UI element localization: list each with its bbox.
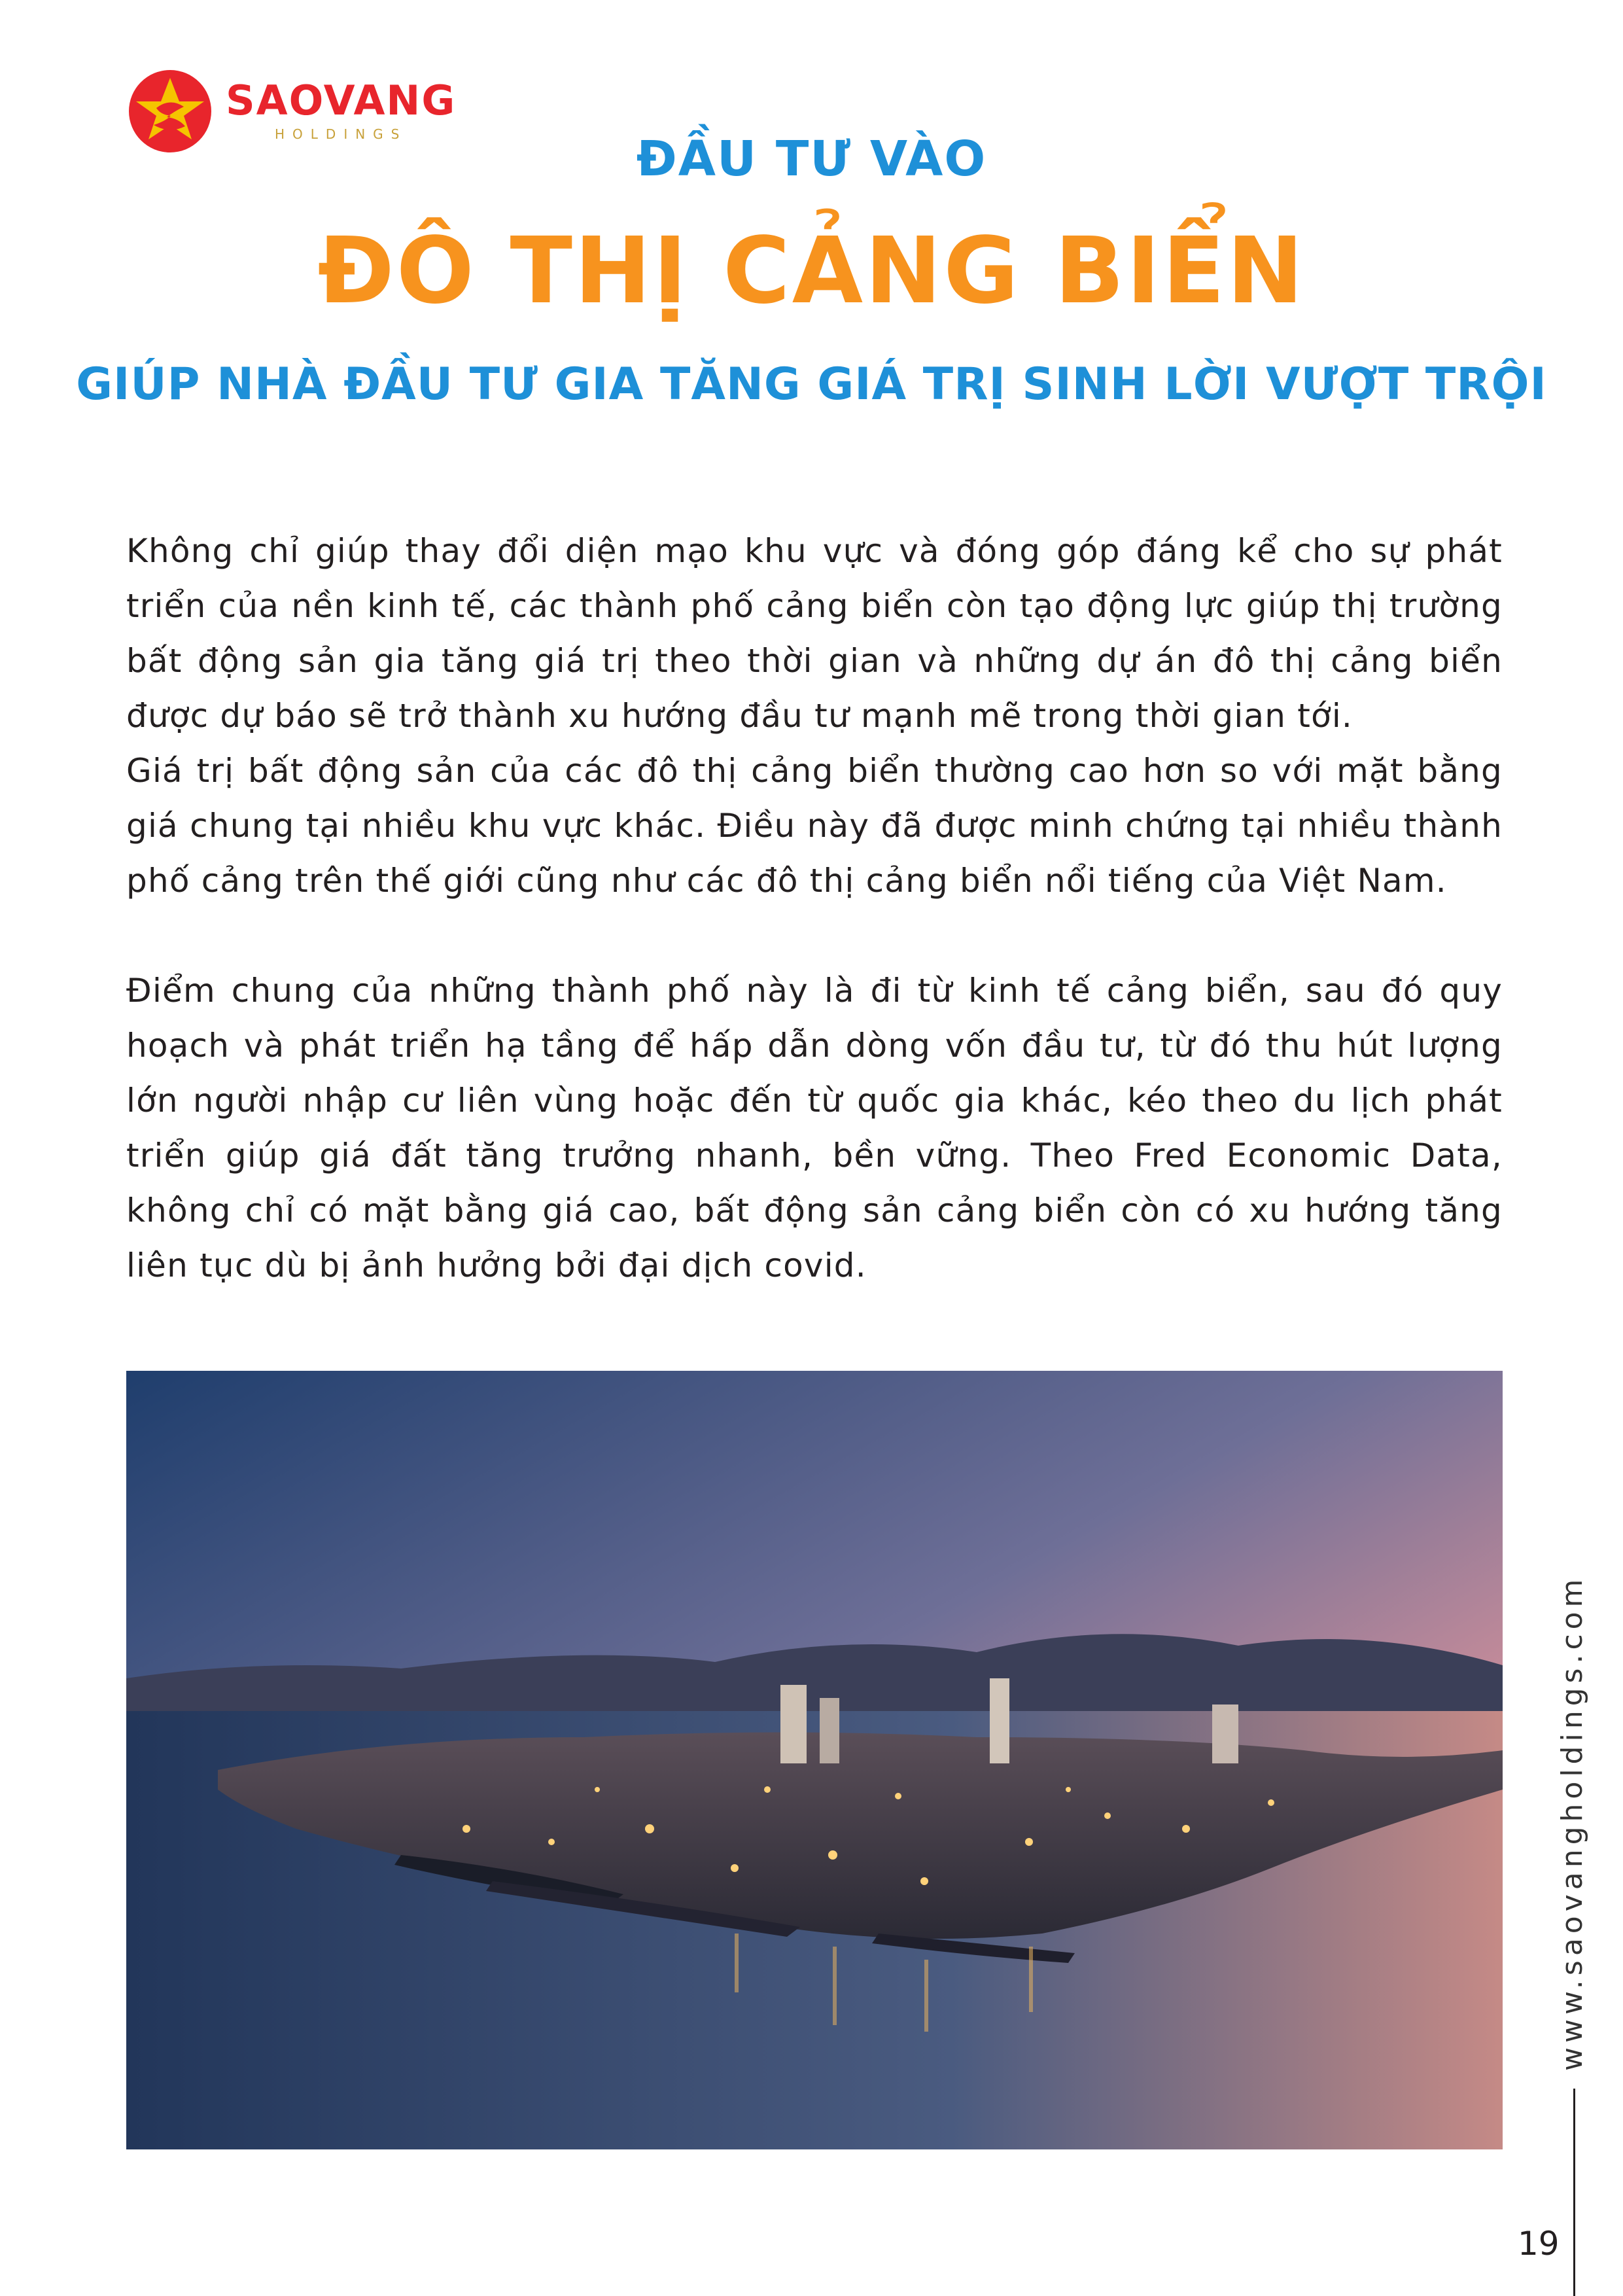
brand-subname: HOLDINGS [275, 126, 408, 142]
brand-name: SAOVANG [226, 77, 457, 124]
page-number: 19 [1518, 2225, 1560, 2263]
main-title: ĐÔ THỊ CẢNG BIỂN [317, 218, 1306, 325]
seaport-city-photo [126, 1371, 1503, 2149]
paragraph-3: Điểm chung của những thành phố này là đi từ kinh tế cảng biển, sau đó quy hoạch và phát triển hạ tầng để hấp dẫn dòng vốn đầu tư, từ đó thu hút lượng lớn người nhập cư liên vùng hoặc đến từ quốc gia khác, kéo theo du lịch phát triển giúp giá đất tăng trưởng nhanh, bền vững. Theo Fred Economic Data, không chỉ có mặt bằng giá cao, bất động sản cảng biển còn có xu hướng tăng liên tục dù bị ảnh hưởng bởi đại dịch covid. [126, 972, 1503, 1284]
sub-title: GIÚP NHÀ ĐẦU TƯ GIA TĂNG GIÁ TRỊ SINH LỜI VƯỢT TRỘI [76, 359, 1547, 410]
vertical-divider [1573, 2089, 1575, 2296]
body-text [126, 523, 1503, 1293]
paragraph-2: Giá trị bất động sản của các đô thị cảng biển thường cao hơn so với mặt bằng giá chung tại nhiều khu vực khác. Điều này đã được minh chứng tại nhiều thành phố cảng trên thế giới cũng như các đô thị cảng biển nổi tiếng của Việt Nam. [126, 752, 1503, 900]
pre-title: ĐẦU TƯ VÀO [636, 131, 987, 187]
paragraph-1: Không chỉ giúp thay đổi diện mạo khu vực và đóng góp đáng kể cho sự phát triển của nền kinh tế, các thành phố cảng biển còn tạo động lực giúp thị trường bất động sản gia tăng giá trị theo thời gian và những dự án đô thị cảng biển được dự báo sẽ trở thành xu hướng đầu tư mạnh mẽ trong thời gian tới. [126, 532, 1503, 735]
website-text: www.saovangholdings.com [1556, 1574, 1589, 2071]
